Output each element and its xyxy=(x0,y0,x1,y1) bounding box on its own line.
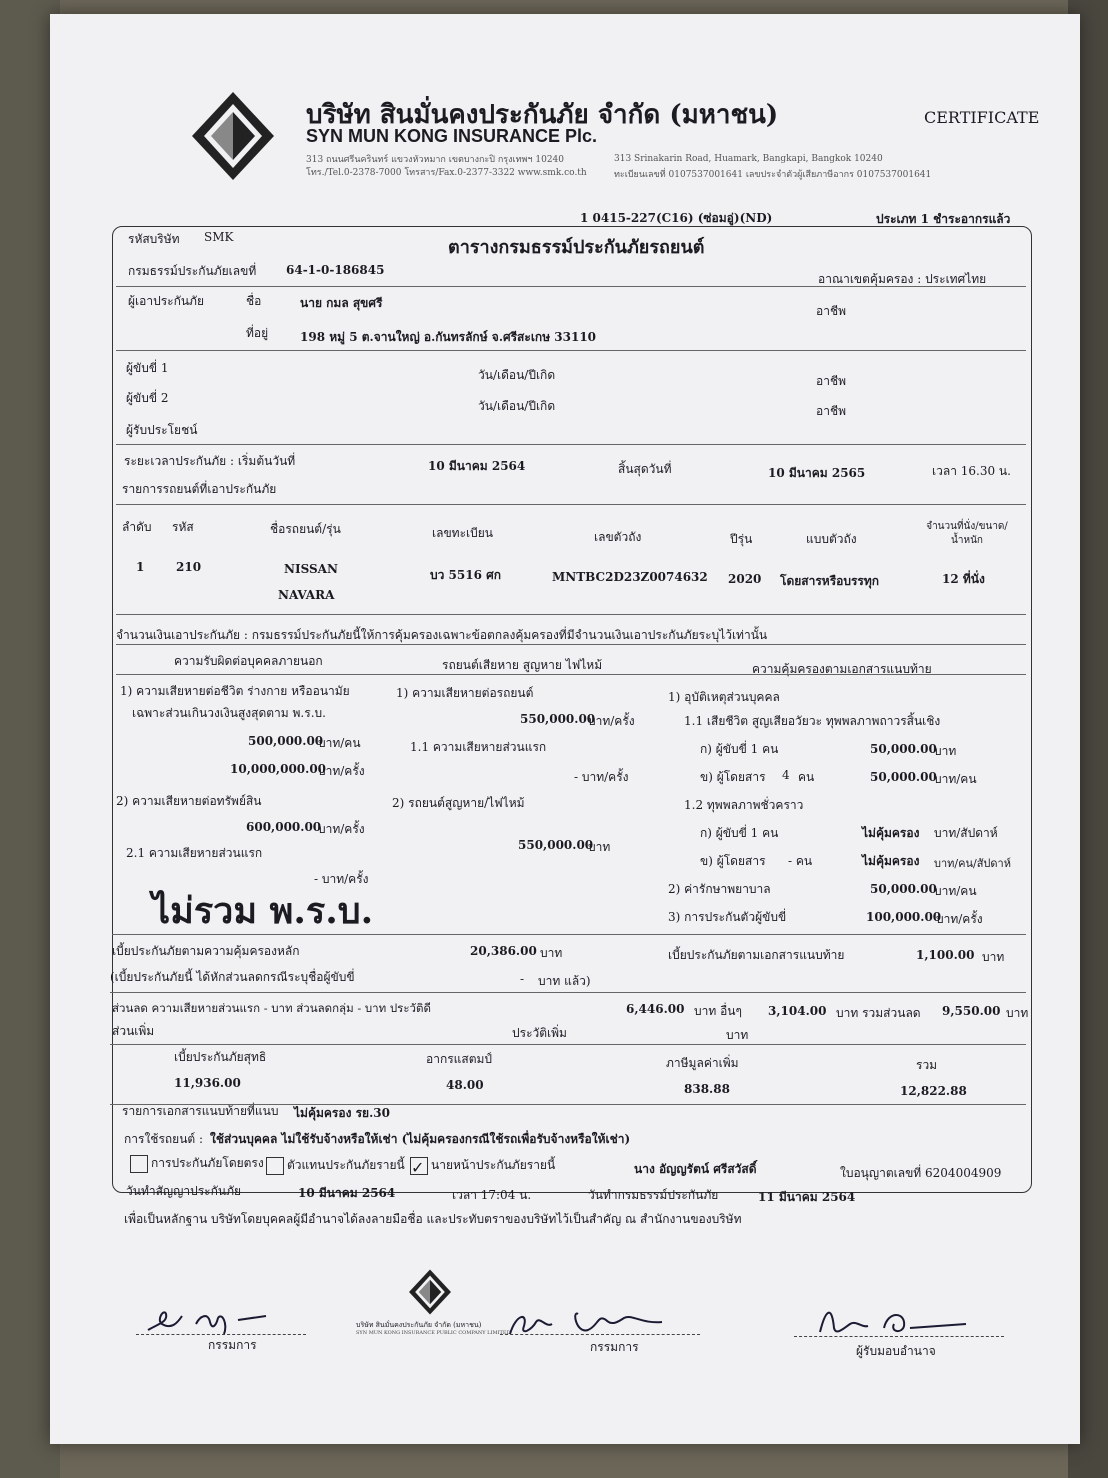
company-logo-icon xyxy=(190,90,276,182)
beneficiary-label: ผู้รับประโยชน์ xyxy=(126,423,198,437)
checkbox-broker xyxy=(410,1156,555,1175)
territory: อาณาเขตคุ้มครอง : ประเทศไทย xyxy=(818,272,987,286)
cell-body: โดยสารหรือบรรทุก xyxy=(780,574,880,588)
named-driver-unit: บาท แล้ว) xyxy=(538,974,591,988)
total-discount-label: บาท รวมส่วนลด xyxy=(836,1006,921,1020)
od-damage-value: 550,000.00 xyxy=(520,712,596,726)
witness-statement: เพื่อเป็นหลักฐาน บริษัทโดยบุคคลผู้มีอำนาจได้ลงลายมือชื่อ และประทับตราของบริษัทไว้เป็นสำคัญ ณ สำนักงานของบริษัท xyxy=(124,1212,742,1226)
contract-date: 10 มีนาคม 2564 xyxy=(298,1186,396,1200)
license-no: ใบอนุญาตเลขที่ 6204004909 xyxy=(840,1166,1002,1180)
end-label: สิ้นสุดวันที่ xyxy=(618,462,672,476)
company-code: SMK xyxy=(204,230,234,244)
tpd-passenger-value: ไม่คุ้มครอง xyxy=(862,854,920,868)
company-phone: โทร./Tel.0-2378-7000 โทรสาร/Fax.0-2377-3322 www.smk.co.th xyxy=(306,168,587,178)
od-damage: 1) ความเสียหายต่อรถยนต์ xyxy=(396,686,534,700)
tpd-driver: ก) ผู้ขับขี่ 1 คน xyxy=(700,826,779,840)
divider xyxy=(116,644,1026,645)
tp-bodily-injury-note: เฉพาะส่วนเกินวงเงินสูงสุดตาม พ.ร.บ. xyxy=(132,706,326,720)
director2-signature xyxy=(502,1294,692,1344)
usage: ใช้ส่วนบุคคล ไม่ใช้รับจ้างหรือให้เช่า (ไม่คุ้มครองกรณีใช้รถเพื่อรับจ้างหรือให้เช่า) xyxy=(210,1132,631,1146)
policy-no: 64-1-0-186845 xyxy=(286,263,385,277)
tp-per-accident-value: 10,000,000.00 xyxy=(230,762,327,776)
tp-deductible: 2.1 ความเสียหายส่วนแรก xyxy=(126,846,263,860)
tpd-driver-value: ไม่คุ้มครอง xyxy=(862,826,920,840)
divider xyxy=(112,934,1026,935)
certificate-label: CERTIFICATE xyxy=(924,108,1040,127)
bail-value: 100,000.00 xyxy=(866,910,942,924)
main-premium-unit: บาท xyxy=(540,946,563,960)
driver1-occupation-label: อาชีพ xyxy=(816,374,846,388)
tp-deductible-value: - บาท/ครั้ง xyxy=(314,872,369,886)
od-deductible: 1.1 ความเสียหายส่วนแรก xyxy=(410,740,547,754)
bail-unit: บาท/ครั้ง xyxy=(936,912,983,926)
name-label: ชื่อ xyxy=(246,294,262,308)
cell-model: NAVARA xyxy=(278,588,335,602)
company-code-label: รหัสบริษัท xyxy=(128,232,180,246)
coverage-col3-title: ความคุ้มครองตามเอกสารแนบท้าย xyxy=(752,662,932,676)
schedule-title: ตารางกรมธรรม์ประกันภัยรถยนต์ xyxy=(448,237,705,258)
divider xyxy=(116,504,1026,505)
signature-line xyxy=(794,1336,1004,1337)
pa-driver-value: 50,000.00 xyxy=(870,742,937,756)
pa-passenger-unit: บาท/คน xyxy=(934,772,977,786)
company-name-th: บริษัท สินมั่นคงประกันภัย จำกัด (มหาชน) xyxy=(306,100,779,130)
checkbox-agent-label: ตัวแทนประกันภัยรายนี้ xyxy=(287,1158,405,1172)
pa-passenger-count: 4 xyxy=(782,768,790,782)
tp-property-value: 600,000.00 xyxy=(246,820,322,834)
company-tax-id: ทะเบียนเลขที่ 0107537001641 เลขประจำตัวผู้เสียภาษีอากร 0107537001641 xyxy=(614,170,932,180)
checkbox-direct-box xyxy=(130,1155,148,1173)
history-surcharge-unit: บาท xyxy=(726,1028,749,1042)
form-code: 1 0415-227(C16) (ซ่อมอู่)(ND) xyxy=(580,211,773,225)
total-discount: 9,550.00 xyxy=(942,1004,1001,1018)
cell-code: 210 xyxy=(176,560,202,574)
net-premium: 11,936.00 xyxy=(174,1076,241,1090)
checkmark-icon: ✓ xyxy=(411,1157,425,1177)
stamp-duty: 48.00 xyxy=(446,1078,484,1092)
pa-driver-unit: บาท xyxy=(934,744,957,758)
start-date: 10 มีนาคม 2564 xyxy=(428,459,526,473)
pa-passenger-person: คน xyxy=(798,770,815,784)
driver2-dob-label: วัน/เดือน/ปีเกิด xyxy=(478,399,556,413)
address-label: ที่อยู่ xyxy=(246,326,269,340)
surcharge-label: ส่วนเพิ่ม xyxy=(112,1024,155,1038)
vehicle-label: รายการรถยนต์ที่เอาประกันภัย xyxy=(122,482,277,496)
end-date: 10 มีนาคม 2565 xyxy=(768,466,866,480)
tpd-passenger: ข) ผู้โดยสาร xyxy=(700,854,766,868)
medical-unit: บาท/คน xyxy=(934,884,977,898)
divider xyxy=(116,350,1026,351)
insured-label: ผู้เอาประกันภัย xyxy=(128,294,204,308)
od-deductible-value: - บาท/ครั้ง xyxy=(574,770,629,784)
col-header-plate: เลขทะเบียน xyxy=(432,526,493,540)
col-header-code: รหัส xyxy=(172,520,194,534)
good-record-discount: 6,446.00 xyxy=(626,1002,685,1016)
stamp-duty-label: อากรแสตมป์ xyxy=(426,1052,493,1066)
checkbox-agent xyxy=(266,1156,405,1175)
company-address-th: 313 ถนนศรีนครินทร์ แขวงหัวหมาก เขตบางกะปิ กรุงเทพฯ 10240 xyxy=(306,155,564,165)
col-header-no: ลำดับ xyxy=(122,520,152,534)
cell-year: 2020 xyxy=(728,572,762,586)
endorse-premium-label: เบี้ยประกันภัยตามเอกสารแนบท้าย xyxy=(668,948,845,962)
pa-title: 1) อุบัติเหตุส่วนบุคคล xyxy=(668,690,780,704)
divider xyxy=(110,1044,1026,1045)
total-premium: 12,822.88 xyxy=(900,1084,967,1098)
col-header-model: ชื่อรถยนต์/รุ่น xyxy=(270,522,341,536)
cell-plate: บว 5516 ศก xyxy=(430,568,501,582)
attachments-label: รายการเอกสารแนบท้ายที่แนบ xyxy=(122,1104,279,1118)
tpd-title: 1.2 ทุพพลภาพชั่วคราว xyxy=(684,798,804,812)
col-header-chassis: เลขตัวถัง xyxy=(594,530,642,544)
divider xyxy=(116,674,1026,675)
total-label: รวม xyxy=(916,1058,938,1072)
sum-insured-note: จำนวนเงินเอาประกันภัย : กรมธรรม์ประกันภัยนี้ให้การคุ้มครองเฉพาะข้อตกลงคุ้มครองที่มีจำนวนเงินเอาประกันภัยระบุไว้เท่านั้น xyxy=(116,628,768,642)
od-theft-fire-unit: บาท xyxy=(588,840,611,854)
director2-title: กรรมการ xyxy=(590,1340,639,1354)
tpd-passenger-unit: บาท/คน/สัปดาห์ xyxy=(934,857,1011,870)
driver1-dob-label: วัน/เดือน/ปีเกิด xyxy=(478,368,556,382)
pa-driver: ก) ผู้ขับขี่ 1 คน xyxy=(700,742,779,756)
tpd-driver-unit: บาท/สัปดาห์ xyxy=(934,826,998,840)
signature-line xyxy=(136,1334,306,1335)
policy-type: ประเภท 1 ชำระอากรแล้ว xyxy=(876,212,1011,226)
time: เวลา 16.30 น. xyxy=(932,464,1011,478)
coverage-col1-title: ความรับผิดต่อบุคคลภายนอก xyxy=(174,654,323,668)
col-header-body: แบบตัวถัง xyxy=(806,532,857,546)
named-driver-note: (เบี้ยประกันภัยนี้ ได้หักส่วนลดกรณีระบุชื่อผู้ขับขี่ xyxy=(110,970,355,984)
cell-seats: 12 ที่นั่ง xyxy=(942,572,985,586)
discount-row: ส่วนลด ความเสียหายส่วนแรก - บาท ส่วนลดกลุ่ม - บาท ประวัติดี xyxy=(112,1001,431,1015)
cell-no: 1 xyxy=(136,560,145,574)
main-premium-label: เบี้ยประกันภัยตามความคุ้มครองหลัก xyxy=(112,944,300,958)
vat-label: ภาษีมูลค่าเพิ่ม xyxy=(666,1056,739,1070)
broker-name: นาง อัญญรัตน์ ศรีสวัสดิ์ xyxy=(634,1162,757,1176)
pa-death: 1.1 เสียชีวิต สูญเสียอวัยวะ ทุพพลภาพถาวรสิ้นเชิง xyxy=(684,714,941,728)
attachments: ไม่คุ้มครอง รย.30 xyxy=(294,1106,390,1120)
divider xyxy=(116,614,1026,615)
vat: 838.88 xyxy=(684,1082,730,1096)
od-theft-fire-value: 550,000.00 xyxy=(518,838,594,852)
tp-property: 2) ความเสียหายต่อทรัพย์สิน xyxy=(116,794,262,808)
driver2-occupation-label: อาชีพ xyxy=(816,404,846,418)
cell-chassis: MNTBC2D23Z0074632 xyxy=(552,570,708,584)
medical-value: 50,000.00 xyxy=(870,882,937,896)
contract-time: เวลา 17:04 น. xyxy=(452,1188,532,1202)
other-discount-label: บาท อื่นๆ xyxy=(694,1004,742,1018)
cell-make: NISSAN xyxy=(284,562,338,576)
pa-passenger-value: 50,000.00 xyxy=(870,770,937,784)
period-label: ระยะเวลาประกันภัย : เริ่มต้นวันที่ xyxy=(124,454,296,468)
checkbox-direct xyxy=(130,1154,264,1173)
occupation-label: อาชีพ xyxy=(816,304,846,318)
tp-property-unit: บาท/ครั้ง xyxy=(318,822,365,836)
insured-name: นาย กมล สุขศรี xyxy=(300,296,383,310)
tpd-passenger-count: - คน xyxy=(788,854,813,868)
checkbox-agent-box xyxy=(266,1157,284,1175)
total-discount-unit: บาท xyxy=(1006,1006,1029,1020)
seal-company-en: SYN MUN KONG INSURANCE PUBLIC COMPANY LIMITED xyxy=(356,1330,511,1336)
coverage-col2-title: รถยนต์เสียหาย สูญหาย ไฟไหม้ xyxy=(442,658,603,672)
tp-per-person-value: 500,000.00 xyxy=(248,734,324,748)
col-header-seats: จำนวนที่นั่ง/ขนาด/น้ำหนัก xyxy=(926,521,1008,546)
company-name-en: SYN MUN KONG INSURANCE Plc. xyxy=(306,126,598,146)
endorse-premium-unit: บาท xyxy=(982,950,1005,964)
checkbox-direct-label: การประกันภัยโดยตรง xyxy=(151,1156,264,1170)
other-discount: 3,104.00 xyxy=(768,1004,827,1018)
issue-date-label: วันทำกรมธรรม์ประกันภัย xyxy=(588,1188,719,1202)
contract-date-label: วันทำสัญญาประกันภัย xyxy=(126,1184,242,1198)
divider xyxy=(116,286,1026,287)
issue-date: 11 มีนาคม 2564 xyxy=(758,1190,856,1204)
tp-bodily-injury: 1) ความเสียหายต่อชีวิต ร่างกาย หรืออนามัย xyxy=(120,684,350,698)
director1-title: กรรมการ xyxy=(208,1338,257,1352)
main-premium-value: 20,386.00 xyxy=(470,944,537,958)
endorse-premium-value: 1,100.00 xyxy=(916,948,975,962)
bail: 3) การประกันตัวผู้ขับขี่ xyxy=(668,910,787,924)
net-premium-label: เบี้ยประกันภัยสุทธิ xyxy=(174,1050,267,1064)
named-driver-value: - xyxy=(520,972,525,986)
pa-passenger: ข) ผู้โดยสาร xyxy=(700,770,766,784)
tp-per-person-unit: บาท/คน xyxy=(318,736,361,750)
medical: 2) ค่ารักษาพยาบาล xyxy=(668,882,771,896)
company-seal-icon xyxy=(408,1268,452,1316)
divider xyxy=(110,992,1026,993)
col-header-year: ปีรุ่น xyxy=(730,532,753,546)
excluded-compulsory-stamp: ไม่รวม พ.ร.บ. xyxy=(152,890,374,932)
usage-label: การใช้รถยนต์ : xyxy=(124,1132,204,1146)
company-address-en: 313 Srinakarin Road, Huamark, Bangkapi, Bangkok 10240 xyxy=(614,154,883,164)
insured-address: 198 หมู่ 5 ต.จานใหญ่ อ.กันทรลักษ์ จ.ศรีสะเกษ 33110 xyxy=(300,330,597,344)
checkbox-broker-label: นายหน้าประกันภัยรายนี้ xyxy=(431,1158,556,1172)
divider xyxy=(116,444,1026,445)
attorney-title: ผู้รับมอบอำนาจ xyxy=(856,1344,936,1358)
signature-line xyxy=(500,1334,700,1335)
policy-no-label: กรมธรรม์ประกันภัยเลขที่ xyxy=(128,264,257,278)
history-surcharge-label: ประวัติเพิ่ม xyxy=(512,1026,567,1040)
seal-company-th: บริษัท สินมั่นคงประกันภัย จำกัด (มหาชน) xyxy=(356,1321,482,1329)
insurance-certificate xyxy=(50,14,1080,1444)
driver2-label: ผู้ขับขี่ 2 xyxy=(126,391,169,405)
od-damage-unit: บาท/ครั้ง xyxy=(588,714,635,728)
driver1-label: ผู้ขับขี่ 1 xyxy=(126,361,169,375)
od-theft-fire: 2) รถยนต์สูญหาย/ไฟไหม้ xyxy=(392,796,525,810)
checkbox-broker-box xyxy=(410,1157,428,1175)
tp-per-accident-unit: บาท/ครั้ง xyxy=(318,764,365,778)
